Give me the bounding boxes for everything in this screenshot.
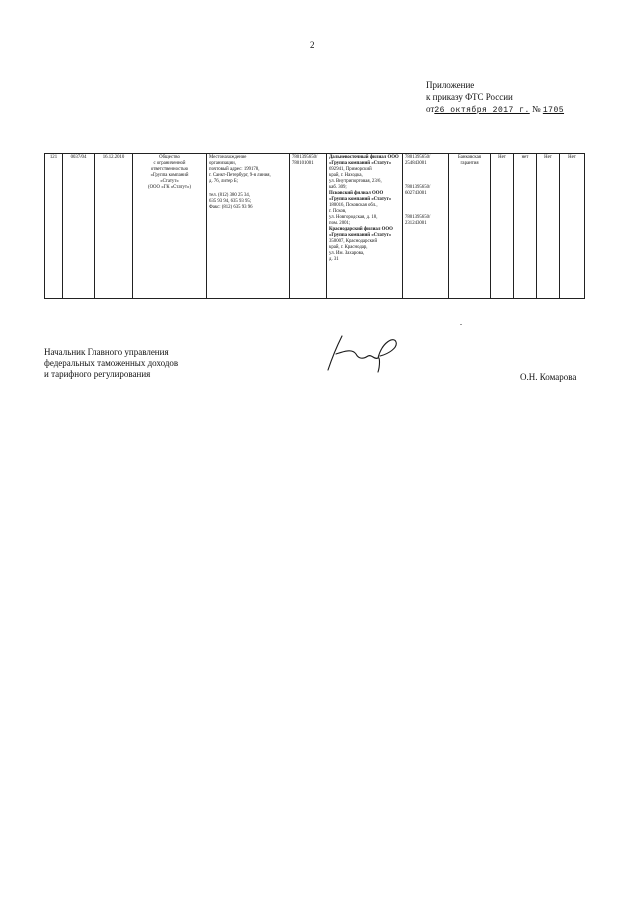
no-value-cell: Нет — [560, 154, 585, 299]
guarantee-cell — [449, 154, 491, 299]
branch-kpp: 602743001 — [405, 191, 427, 196]
row-number: 121 — [45, 154, 63, 299]
signatory-title-line: и тарифного регулирования — [44, 369, 151, 379]
no-value-cell: Нет — [537, 154, 560, 299]
branch-inn: 7801395650/ — [405, 215, 431, 220]
page-number: 2 — [310, 40, 315, 50]
organization-name-cell — [133, 154, 207, 299]
branch-title: Краснодарский филиал ООО «Группа компаний «Статут» — [329, 227, 393, 238]
branch-inn-cell — [403, 154, 449, 299]
inn: 7801395650/ — [292, 155, 318, 160]
branch-title: Псковский филиал ООО «Группа компаний «Статут» — [329, 191, 392, 202]
number-prefix: № — [532, 104, 541, 114]
fax-line: Факс: (812) 635 93 96 — [209, 205, 253, 210]
appendix-line1: Приложение — [426, 80, 475, 90]
branch-addr-line: каб. 309; — [329, 185, 347, 190]
kpp: 780101001 — [292, 161, 314, 166]
branch-addr-line: край, г. Находка, — [329, 173, 363, 178]
branch-addr-line: 180016, Псковская обл., — [329, 203, 378, 208]
branch-inn: 7801395650/ — [405, 185, 431, 190]
handwritten-signature — [322, 330, 402, 375]
appendix-line2: к приказу ФТС России — [426, 92, 513, 102]
address-line: почтовый адрес: 199178, — [209, 167, 260, 172]
registration-date: 16.12.2010 — [95, 154, 133, 299]
org-name-line: ответственностью — [150, 167, 189, 172]
registration-number: 0037/04 — [63, 154, 95, 299]
date-prefix: от — [426, 104, 435, 114]
branch-addr-line: край, г. Краснодар, — [329, 245, 368, 250]
address-line: Местонахождение — [209, 155, 247, 160]
branch-3 — [329, 227, 400, 263]
org-name-line: «Статут» — [160, 179, 179, 184]
org-name-line: с ограниченной — [153, 161, 186, 166]
org-name-line: «Группа компаний — [150, 173, 189, 178]
table-row — [45, 154, 585, 299]
branch-kpp: 231243001 — [405, 221, 427, 226]
address-line: д. 76, литер Б; — [209, 179, 238, 184]
branch-addr-line: ул. Им. Захарова, — [329, 251, 365, 256]
branch-kpp: 254843001 — [405, 161, 427, 166]
order-date: 26 октября 2017 г. — [434, 106, 530, 115]
guarantee-line: Банковская — [458, 155, 481, 160]
branch-addr-line: 692941, Приморский — [329, 167, 372, 172]
scan-speck — [460, 324, 462, 325]
order-number: 1705 — [542, 106, 565, 115]
signatory-name: О.Н. Комарова — [520, 372, 577, 382]
branch-addr-line: д. 31 — [329, 257, 339, 262]
no-value-cell: нет — [514, 154, 537, 299]
signatory-title — [44, 347, 178, 380]
branch-title: Дальневосточный филиал ООО «Группа компаний «Статут» — [329, 155, 399, 166]
org-name-line: (ООО «ГК «Статут») — [148, 185, 191, 190]
appendix-header — [426, 79, 564, 117]
signatory-title-line: федеральных таможенных доходов — [44, 358, 179, 368]
signatory-title-line: Начальник Главного управления — [44, 347, 169, 357]
branch-addr-line: пом. 2001; — [329, 221, 351, 226]
branch-inn: 7801395650/ — [405, 155, 431, 160]
branches-cell — [327, 154, 403, 299]
appendix-date-line — [426, 103, 564, 117]
branch-addr-line: 350007, Краснодарский — [329, 239, 378, 244]
branch-addr-line: г. Псков, — [329, 209, 347, 214]
guarantee-line: гарантия — [460, 161, 479, 166]
inn-kpp-cell — [290, 154, 327, 299]
phone-line: тел. (812) 380 25 34, — [209, 193, 250, 198]
register-table — [44, 153, 585, 299]
org-name-line: Общество — [159, 155, 180, 160]
phone-line: 635 93 94, 635 93 95; — [209, 199, 252, 204]
address-cell — [207, 154, 290, 299]
branch-2 — [329, 191, 400, 227]
branch-addr-line: ул. Внутрипортовая, 23/6, — [329, 179, 382, 184]
no-value-cell: Нет — [491, 154, 514, 299]
address-line: организации, — [209, 161, 236, 166]
branch-addr-line: ул. Новгородская, д. 18, — [329, 215, 378, 220]
address-line: г. Санкт-Петербург, 9-я линия, — [209, 173, 271, 178]
branch-1 — [329, 155, 400, 191]
